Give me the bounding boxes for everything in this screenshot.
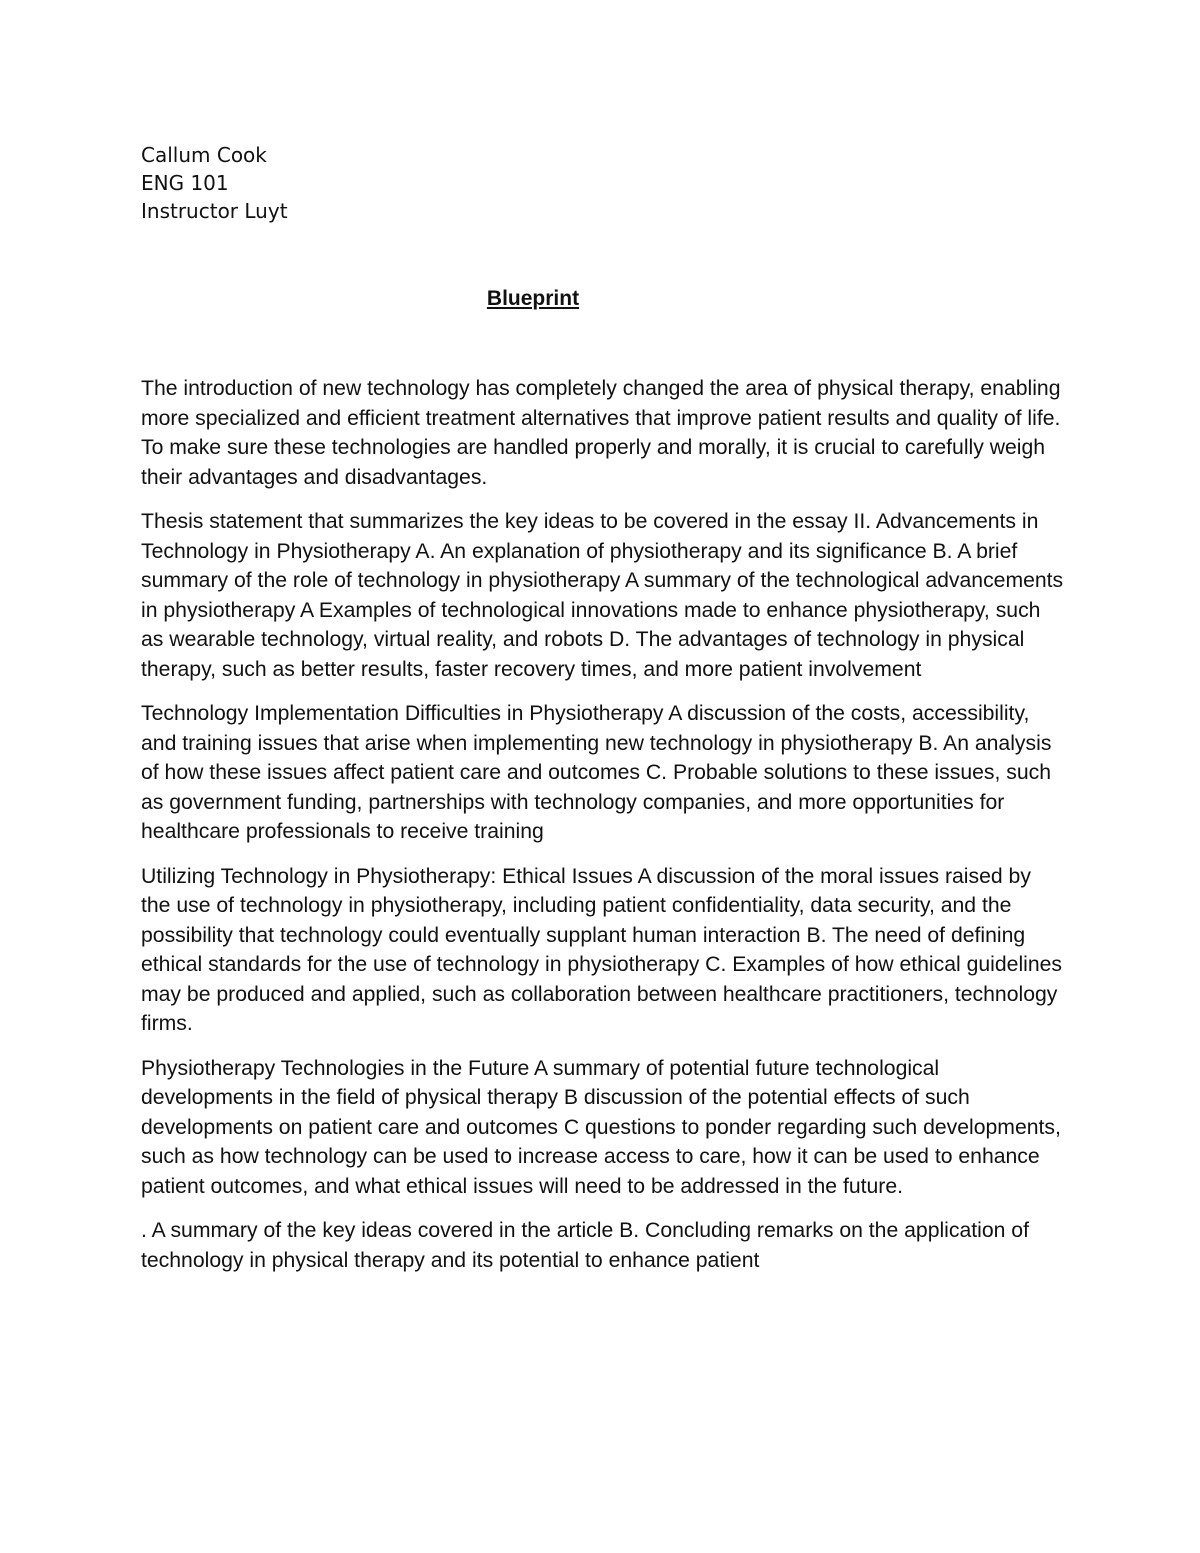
document-title: Blueprint [486, 287, 580, 310]
paragraph-introduction: The introduction of new technology has completely changed the area of physical therapy, enabling more specialized and efficient treatment alternatives that improve patient results and quality of life. To make sure these technologies are handled properly and morally, it is crucial to carefully weigh their advantages and disadvantages. [141, 377, 1061, 489]
document-header [141, 141, 288, 225]
document-body [141, 374, 1066, 1290]
author-name: Callum Cook [141, 143, 267, 167]
paragraph-conclusion: . A summary of the key ideas covered in the article B. Concluding remarks on the application of technology in physical therapy and its potential to enhance patient [141, 1219, 1029, 1272]
paragraph-implementation-difficulties: Technology Implementation Difficulties in Physiotherapy A discussion of the costs, accessibility, and training issues that arise when implementing new technology in physiotherapy B. An analysis of how these issues affect patient care and outcomes C. Probable solutions to these issues, such as government funding, partnerships with technology companies, and more opportunities for healthcare professionals to receive training [141, 702, 1052, 843]
paragraph-future-technologies: Physiotherapy Technologies in the Future A summary of potential future technological developments in the field of physical therapy B discussion of the potential effects of such developments on patient care and outcomes C questions to ponder regarding such developments, such as how technology can be used to increase access to care, how it can be used to enhance patient outcomes, and what ethical issues will need to be addressed in the future. [141, 1056, 1061, 1198]
instructor-name: Instructor Luyt [141, 199, 288, 223]
paragraph-ethical-issues: Utilizing Technology in Physiotherapy: Ethical Issues A discussion of the moral issues raised by the use of technology in physiotherapy, including patient confidentiality, data security, and the possibility that technology could eventually supplant human interaction B. The need of defining ethical standards for the use of technology in physiotherapy C. Examples of how ethical guidelines may be produced and applied, such as collaboration between healthcare practitioners, technology firms. [141, 864, 1063, 1035]
course-code: ENG 101 [141, 171, 229, 195]
paragraph-advancements: Thesis statement that summarizes the key ideas to be covered in the essay II. Advancements in Technology in Physiotherapy A. An explanation of physiotherapy and its significance B. A brief summary of the role of technology in physiotherapy A summary of the technological advancements in physiotherapy A Examples of technological innovations made to enhance physiotherapy, such as wearable technology, virtual reality, and robots D. The advantages of technology in physical therapy, such as better results, faster recovery times, and more patient involvement [141, 510, 1064, 681]
